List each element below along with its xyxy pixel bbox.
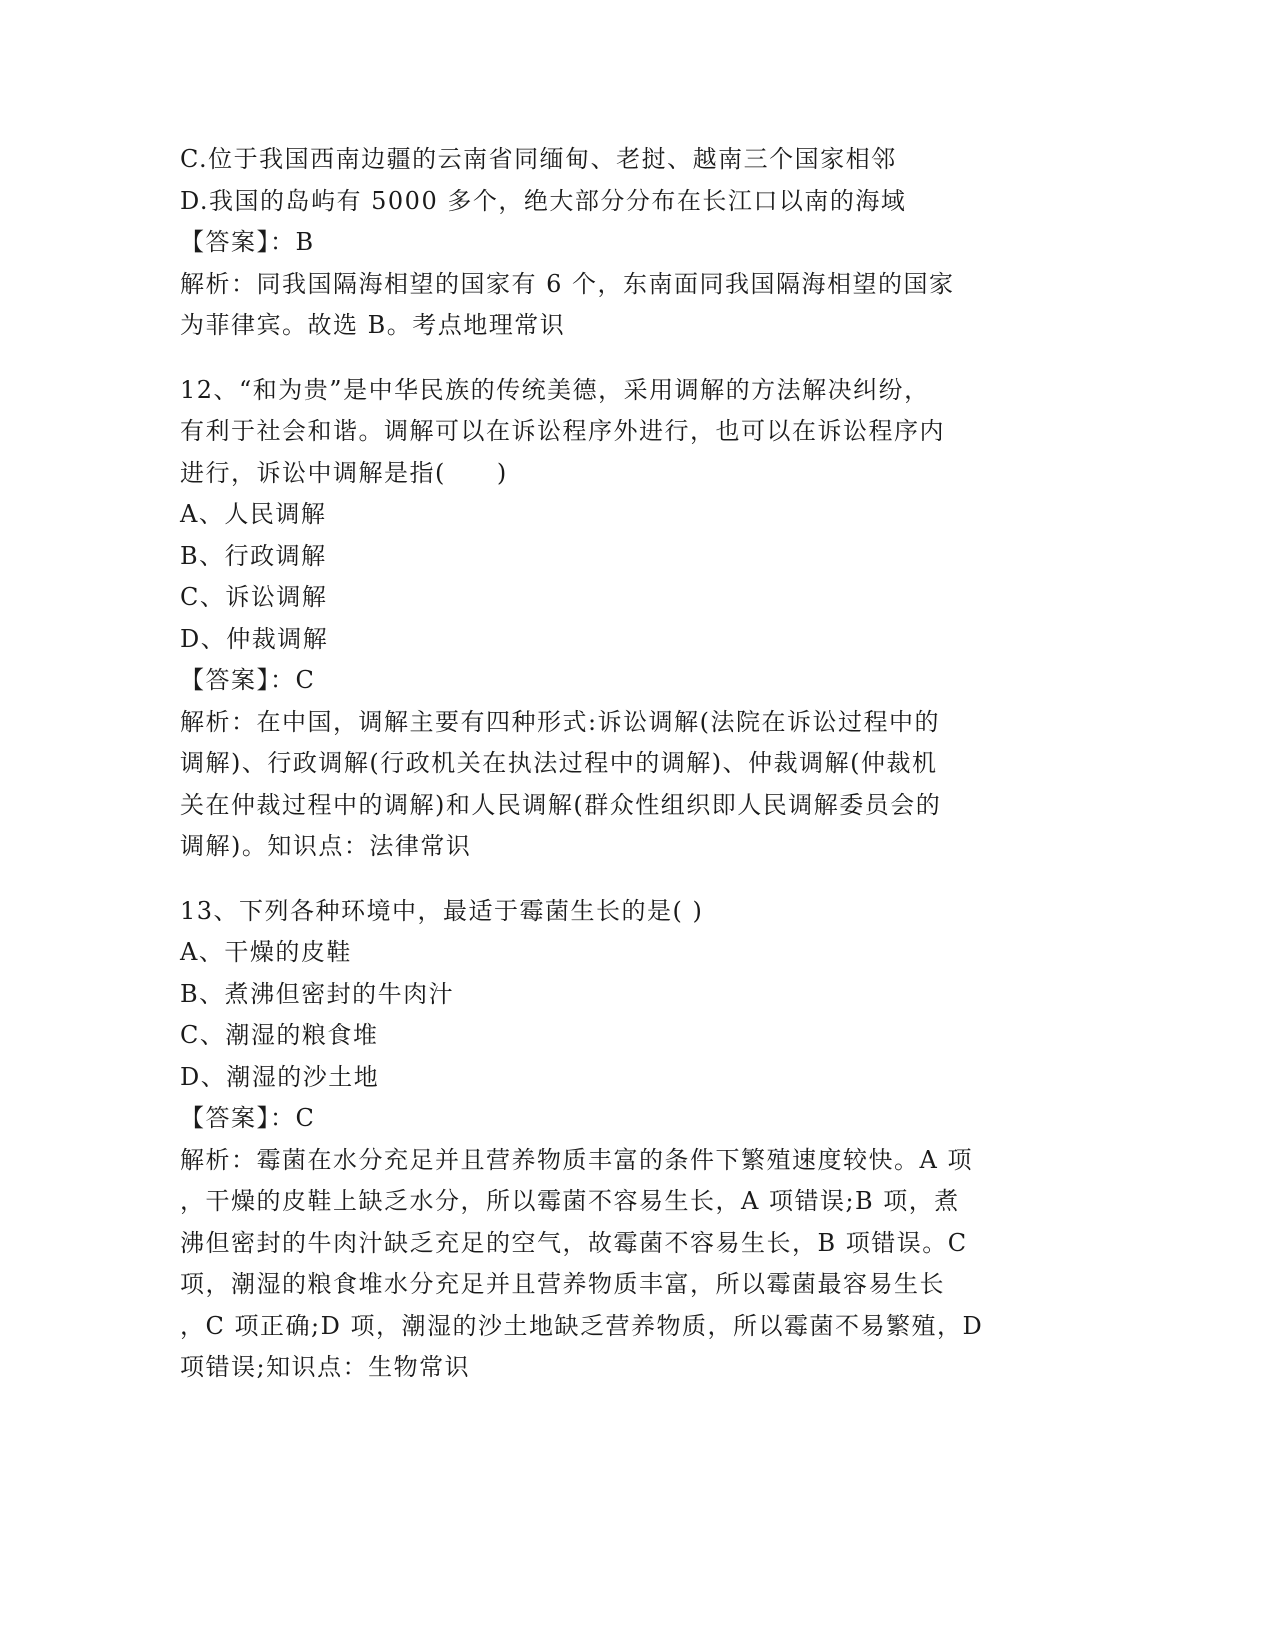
explanation-line: 调解)、行政调解(行政机关在执法过程中的调解)、仲裁调解(仲裁机 (180, 749, 938, 777)
explanation-line: 项错误;知识点：生物常识 (180, 1353, 471, 1381)
question-13-block (180, 891, 1040, 1389)
question-stem-line: 12、“和为贵”是中华民族的传统美德，采用调解的方法解决纠纷， (180, 375, 930, 404)
option-d: D.我国的岛屿有 5000 多个，绝大部分分布在长江口以南的海域 (180, 186, 907, 215)
explanation-line: 沸但密封的牛肉汁缺乏充足的空气，故霉菌不容易生长，B 项错误。C (180, 1228, 968, 1257)
question-stem-line: 有利于社会和谐。调解可以在诉讼程序外进行，也可以在诉讼程序内 (180, 417, 945, 445)
question-12-block (180, 370, 1040, 868)
option-b: B、煮沸但密封的牛肉汁 (180, 979, 455, 1008)
option-d: D、潮湿的沙土地 (180, 1062, 380, 1091)
explanation-line: 为菲律宾。故选 B。考点地理常识 (180, 311, 566, 339)
answer-line: 【答案】：B (180, 228, 315, 256)
option-c: C.位于我国西南边疆的云南省同缅甸、老挝、越南三个国家相邻 (180, 145, 897, 173)
option-c: C、潮湿的粮食堆 (180, 1021, 379, 1049)
option-a: A、人民调解 (180, 500, 327, 528)
prev-question-block (180, 139, 1040, 347)
explanation-line: 关在仲裁过程中的调解)和人民调解(群众性组织即人民调解委员会的 (180, 790, 942, 819)
option-b: B、行政调解 (180, 541, 327, 570)
answer-line: 【答案】：C (180, 1104, 316, 1132)
explanation-line: 项，潮湿的粮食堆水分充足并且营养物质丰富，所以霉菌最容易生长 (180, 1270, 945, 1298)
explanation-line: 调解)。知识点：法律常识 (180, 832, 472, 860)
option-d: D、仲裁调解 (180, 624, 329, 653)
option-c: C、诉讼调解 (180, 583, 328, 611)
answer-line: 【答案】：C (180, 666, 316, 694)
explanation-line: 解析：在中国，调解主要有四种形式:诉讼调解(法院在诉讼过程中的 (180, 707, 940, 736)
explanation-line: ，C 项正确;D 项，潮湿的沙土地缺乏营养物质，所以霉菌不易繁殖，D (180, 1311, 984, 1340)
explanation-line: ，干燥的皮鞋上缺乏水分，所以霉菌不容易生长，A 项错误;B 项，煮 (180, 1187, 960, 1215)
question-stem-line: 13、下列各种环境中，最适于霉菌生长的是( ) (180, 896, 704, 925)
page-content (180, 139, 1040, 1389)
explanation-line: 解析：同我国隔海相望的国家有 6 个，东南面同我国隔海相望的国家 (180, 269, 955, 298)
option-a: A、干燥的皮鞋 (180, 938, 352, 966)
explanation-line: 解析：霉菌在水分充足并且营养物质丰富的条件下繁殖速度较快。A 项 (180, 1145, 973, 1174)
question-stem-line: 进行，诉讼中调解是指( ) (180, 458, 508, 487)
